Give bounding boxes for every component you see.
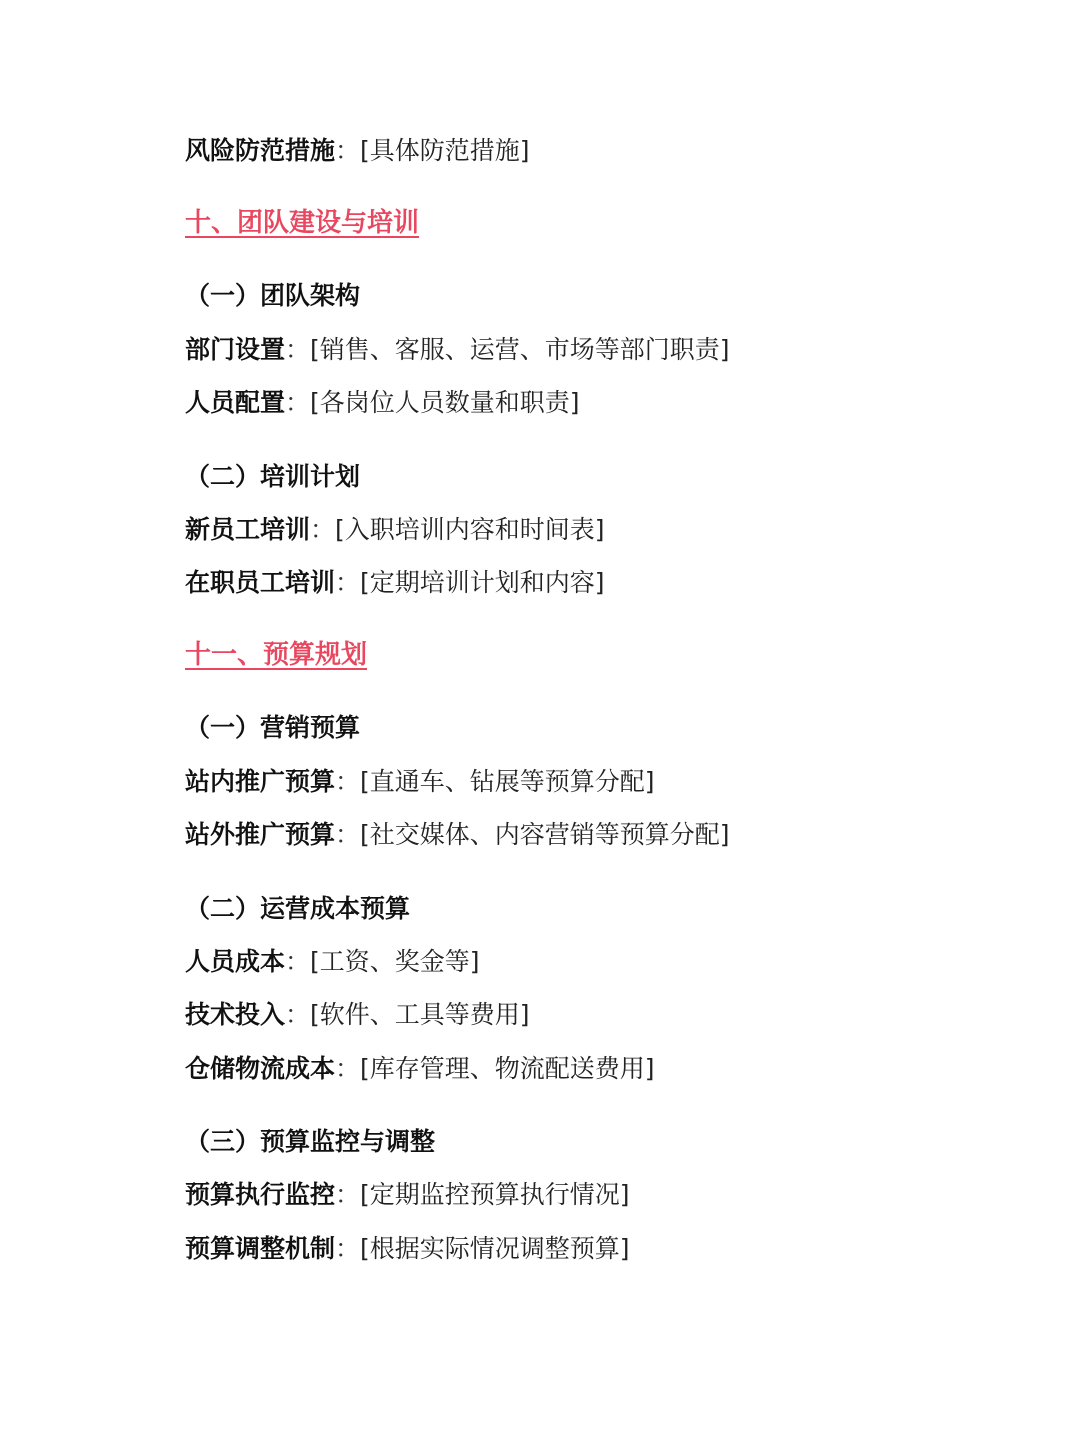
onsite-promotion-budget-item [185,765,655,799]
item-label: 仓储物流成本 [185,1054,336,1083]
item-value: [各岗位人员数量和职责] [310,388,580,417]
section-heading-budget-planning: 十一、预算规划 [185,640,368,670]
new-employee-training-item [185,513,605,547]
item-separator: ： [335,1054,361,1083]
item-label: 部门设置 [185,335,286,364]
item-label: 在职员工培训 [185,568,336,597]
staffing-item [185,386,580,420]
item-value: [定期监控预算执行情况] [360,1180,630,1209]
item-label: 人员成本 [185,947,286,976]
item-separator: ： [285,947,311,976]
section-heading-team-building: 十、团队建设与培训 [185,208,420,238]
item-separator: ： [285,335,311,364]
department-setup-item [185,333,730,367]
offsite-promotion-budget-item [185,818,730,852]
budget-execution-monitoring-item [185,1178,630,1212]
item-label: 人员配置 [185,388,286,417]
item-label: 预算执行监控 [185,1180,336,1209]
item-value: [具体防范措施] [360,136,530,165]
item-value: [入职培训内容和时间表] [335,515,605,544]
item-separator: ： [335,1180,361,1209]
item-value: [根据实际情况调整预算] [360,1234,630,1263]
subsection-heading-operating-cost-budget: （二）运营成本预算 [185,894,411,923]
item-value: [销售、客服、运营、市场等部门职责] [310,335,730,364]
item-separator: ： [335,568,361,597]
item-separator: ： [285,388,311,417]
item-value: [库存管理、物流配送费用] [360,1054,655,1083]
risk-prevention-item [185,134,530,168]
item-separator: ： [310,515,336,544]
item-value: [软件、工具等费用] [310,1000,530,1029]
subsection-heading-team-structure: （一）团队架构 [185,281,361,310]
warehousing-logistics-cost-item [185,1052,655,1086]
subsection-heading-budget-monitoring: （三）预算监控与调整 [185,1127,436,1156]
personnel-cost-item [185,945,480,979]
subsection-heading-marketing-budget: （一）营销预算 [185,713,361,742]
item-label: 风险防范措施 [185,136,336,165]
item-separator: ： [335,136,361,165]
item-label: 站外推广预算 [185,820,336,849]
budget-adjustment-mechanism-item [185,1232,630,1266]
item-label: 预算调整机制 [185,1234,336,1263]
staff-training-item [185,566,605,600]
item-value: [直通车、钻展等预算分配] [360,767,655,796]
item-label: 站内推广预算 [185,767,336,796]
item-separator: ： [335,820,361,849]
technology-investment-item [185,998,530,1032]
subsection-heading-training-plan: （二）培训计划 [185,462,361,491]
item-separator: ： [285,1000,311,1029]
item-value: [社交媒体、内容营销等预算分配] [360,820,730,849]
item-value: [定期培训计划和内容] [360,568,605,597]
item-value: [工资、奖金等] [310,947,480,976]
item-label: 技术投入 [185,1000,286,1029]
item-label: 新员工培训 [185,515,311,544]
item-separator: ： [335,1234,361,1263]
item-separator: ： [335,767,361,796]
